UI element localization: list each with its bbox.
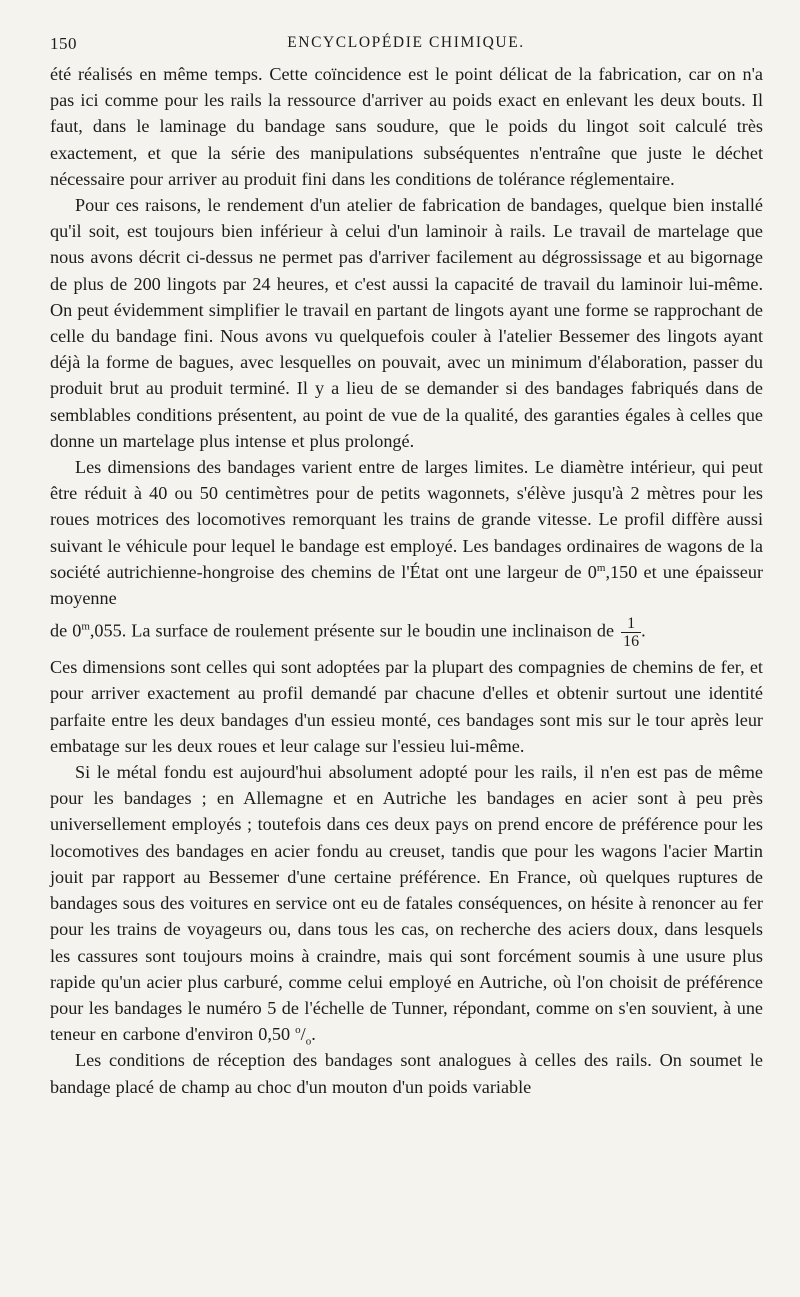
unit-meter-2: m [81,620,90,633]
paragraph-3-text-d: ,055. La surface de roulement présente sur le boudin une inclinaison de [89,620,615,641]
fraction-inclination [621,615,641,650]
paragraph-2: Pour ces raisons, le rendement d'un atelier de fabrication de bandages, quelque bien installé qu'il soit, est toujours bien inférieur à celui d'un laminoir à rails. Le travail de martelage que nous avons décrit ci-dessus ne permet pas d'arriver facilement au dégrossissage et au bigornage de plus de 200 lingots par 24 heures, et c'est aussi la capacité de travail du laminoir lui-même. On peut évidemment simplifier le travail en partant de lingots ayant une forme se rapprochant de celle du bandage fini. Nous avons vu quelquefois couler à l'atelier Bessemer des lingots ayant déjà la forme de bagues, avec lesquelles on pouvait, avec un minimum d'élaboration, passer du produit brut au produit terminé. Il y a lieu de se demander si des bandages fabriqués dans de semblables conditions présentent, au point de vue de la qualité, des garanties égales à celles que donne un martelage plus intense et plus prolongé. [50,195,763,451]
paragraph-4-end: . [311,1024,316,1045]
paragraph-3-text-a: Les dimensions des bandages varient entre de larges limites. Le diamètre intérieur, qui peut être réduit à 40 ou 50 centimètres pour de petits wagonnets, s'élève jusqu'à 2 mètres pour les roues motrices des locomotives remorquant les trains de grande vitesse. Le profil diffère aussi suivant le véhicule pour lequel le bandage est employé. Les bandages ordinaires de wagons de la société autrichienne-hongroise des chemins de l'État ont une largeur de 0 [50,457,763,582]
paragraph-5: Les conditions de réception des bandages sont analogues à celles des rails. On soumet le bandage placé de champ au choc d'un mouton d'un poids variable [50,1050,763,1097]
fraction-denominator: 16 [623,633,640,651]
paragraph-3-continued: Ces dimensions sont celles qui sont adoptées par la plupart des compagnies de chemins de fer, et pour arriver exactement au profil demandé par chacune d'elles et obtenir surtout une identité parfaite entre les deux bandages d'un essieu monté, ces bandages sont mis sur le tour après leur embatage sur les deux roues et leur calage sur l'essieu lui-même. [50,657,763,756]
fraction-numerator: 1 [627,615,636,633]
page-number: 150 [50,34,77,53]
percent-sub: o [305,1035,312,1048]
paragraph-1: été réalisés en même temps. Cette coïncidence est le point délicat de la fabrication, car on n'a pas ici comme pour les rails la ressource d'arriver au poids exact en enlevant les deux bouts. Il faut, dans le laminage du bandage sans soudure, que le poids du lingot soit calculé très exactement, et que la série des manipulations subséquentes n'entraîne que juste le déchet nécessaire pour arriver au produit fini dans les conditions de tolérance réglementaire. [50,64,763,189]
body-text [50,61,763,1100]
percent-sup: o [295,1024,301,1037]
paragraph-4-text: Si le métal fondu est aujourd'hui absolument adopté pour les rails, il n'en est pas de même pour les bandages ; en Allemagne et en Autriche les bandages en acier sont à peu près universellement employés ; toutefois dans ces deux pays on prend encore de préférence pour les locomotives des bandages en acier fondu au creuset, tandis que pour les wagons l'acier Martin jouit par rapport au Bessemer d'une certaine préférence. En France, où quelques ruptures de bandages sous des voitures en service ont eu de fatales conséquences, on hésite à renoncer au fer pour les trains de voyageurs ou, dans tous les cas, on recherche des aciers doux, dans lesquels les cassures sont toujours moins à craindre, mais qui sont forcément soumis à une usure plus rapide qu'un acier plus carburé, comme celui employé en Autriche, où l'on choisit de préférence pour les bandages le numéro 5 de l'échelle de Tunner, répondant, comme on s'en souvient, à une teneur en carbone d'environ 0,50 [50,762,763,1045]
paragraph-3-text-c: de 0 [50,620,82,641]
page-header [50,34,762,58]
unit-meter-1: m [596,561,606,574]
paragraph-3-text-b: ,150 et une épaisseur moyenne [50,561,764,609]
paragraph-4 [50,759,763,1047]
percent-slash: / [300,1024,306,1045]
fraction-period: . [641,620,646,641]
paragraph-3 [50,454,763,611]
running-title: ENCYCLOPÉDIE CHIMIQUE. [287,34,525,51]
paragraph-3-fraction-line [50,615,763,650]
